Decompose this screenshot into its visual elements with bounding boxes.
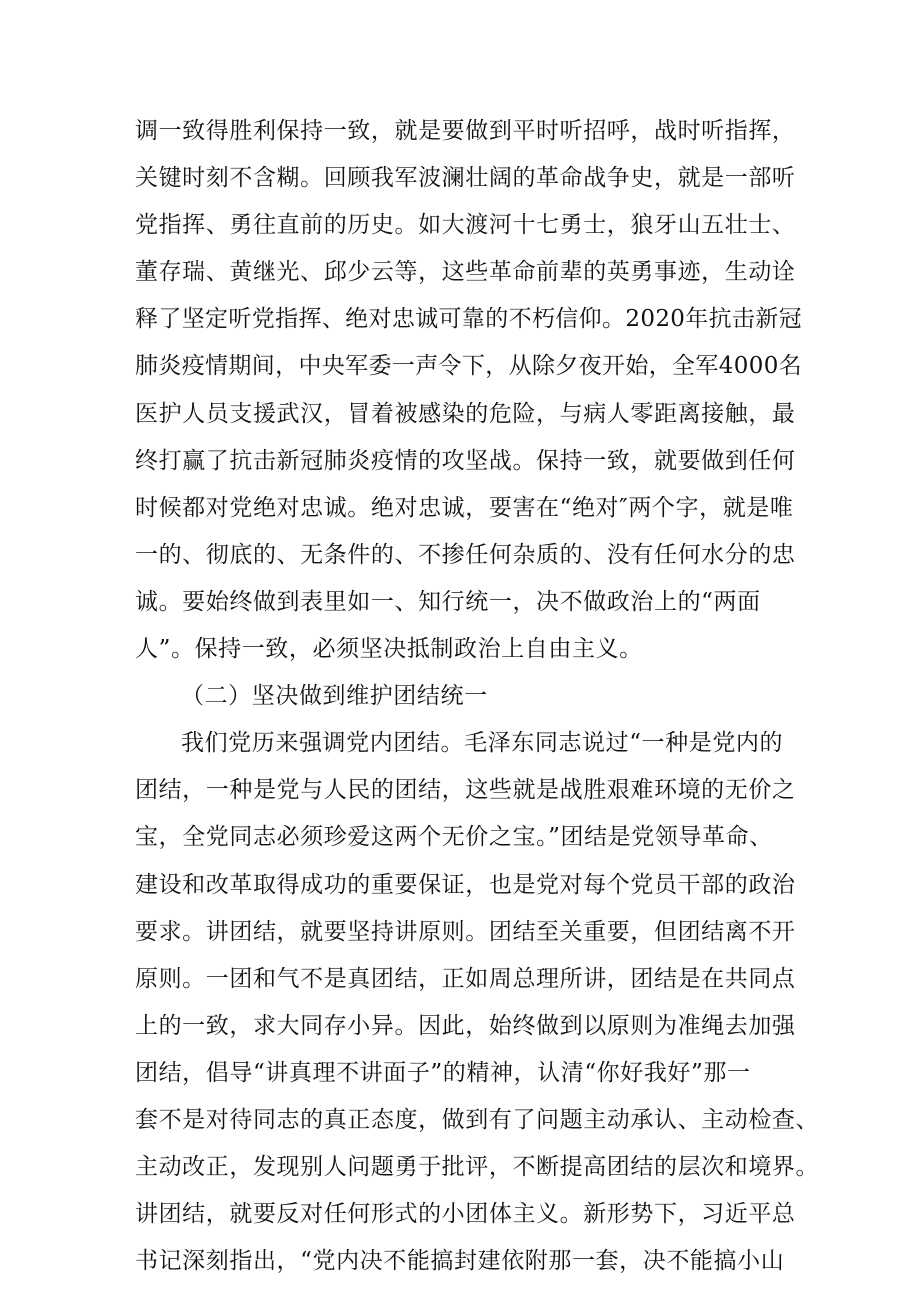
text-line: 医护人员支援武汉，冒着被感染的危险，与病人零距离接触，最 [135,400,796,427]
text-line: 一的、彻底的、无条件的、不掺任何杂质的、没有任何水分的忠 [135,541,796,568]
text-line: 团结，倡导“讲真理不讲面子”的精神，认清“你好我好”那一 [135,1059,751,1086]
text-line: 建设和改革取得成功的重要保证，也是党对每个党员干部的政治 [135,871,796,898]
section-heading: （二）坚决做到维护团结统一 [181,683,488,710]
text-line: 我们党历来强调党内团结。毛泽东同志说过“一种是党内的 [181,730,784,757]
text-line: 讲团结，就要反对任何形式的小团体主义。新形势下，习近平总 [135,1201,796,1228]
text-line: 主动改正，发现别人问题勇于批评，不断提高团结的层次和境界。 [135,1154,820,1181]
text-line: 释了坚定听党指挥、绝对忠诚可靠的不朽信仰。2020年抗击新冠 [135,306,803,333]
text-line: 终打赢了抗击新冠肺炎疫情的攻坚战。保持一致，就要做到任何 [135,447,796,474]
text-line: 调一致得胜利保持一致，就是要做到平时听招呼，战时听指挥， [135,118,796,144]
text-line: 人”。保持一致，必须坚决抵制政治上自由主义。 [135,636,643,663]
text-line: 套不是对待同志的真正态度，做到有了问题主动承认、主动检查、 [135,1106,820,1133]
text-line: 原则。一团和气不是真团结，正如周总理所讲，团结是在共同点 [135,965,796,992]
text-line: 肺炎疫情期间，中央军委一声令下，从除夕夜开始，全军4000名 [135,353,803,380]
text-line: 团结，一种是党与人民的团结，这些就是战胜艰难环境的无价之 [135,777,796,804]
text-line: 上的一致，求大同存小异。因此，始终做到以原则为准绳去加强 [135,1012,796,1039]
text-line: 党指挥、勇往直前的历史。如大渡河十七勇士，狼牙山五壮士、 [135,212,796,239]
text-line: 要求。讲团结，就要坚持讲原则。团结至关重要，但团结离不开 [135,918,796,945]
text-line: 关键时刻不含糊。回顾我军波澜壮阔的革命战争史，就是一部听 [135,165,796,192]
text-line: 董存瑞、黄继光、邱少云等，这些革命前辈的英勇事迹，生动诠 [135,259,796,286]
text-line: 书记深刻指出，“党内决不能搞封建依附那一套，决不能搞小山 [135,1248,785,1275]
body-text [135,108,820,1285]
text-line: 宝，全党同志必须珍爱这两个无价之宝。”团结是党领导革命、 [135,824,773,851]
text-line: 时候都对党绝对忠诚。绝对忠诚，要害在“绝对″两个字，就是唯 [135,494,794,521]
text-line: 诚。要始终做到表里如一、知行统一，决不做政治上的“两面 [135,588,761,615]
